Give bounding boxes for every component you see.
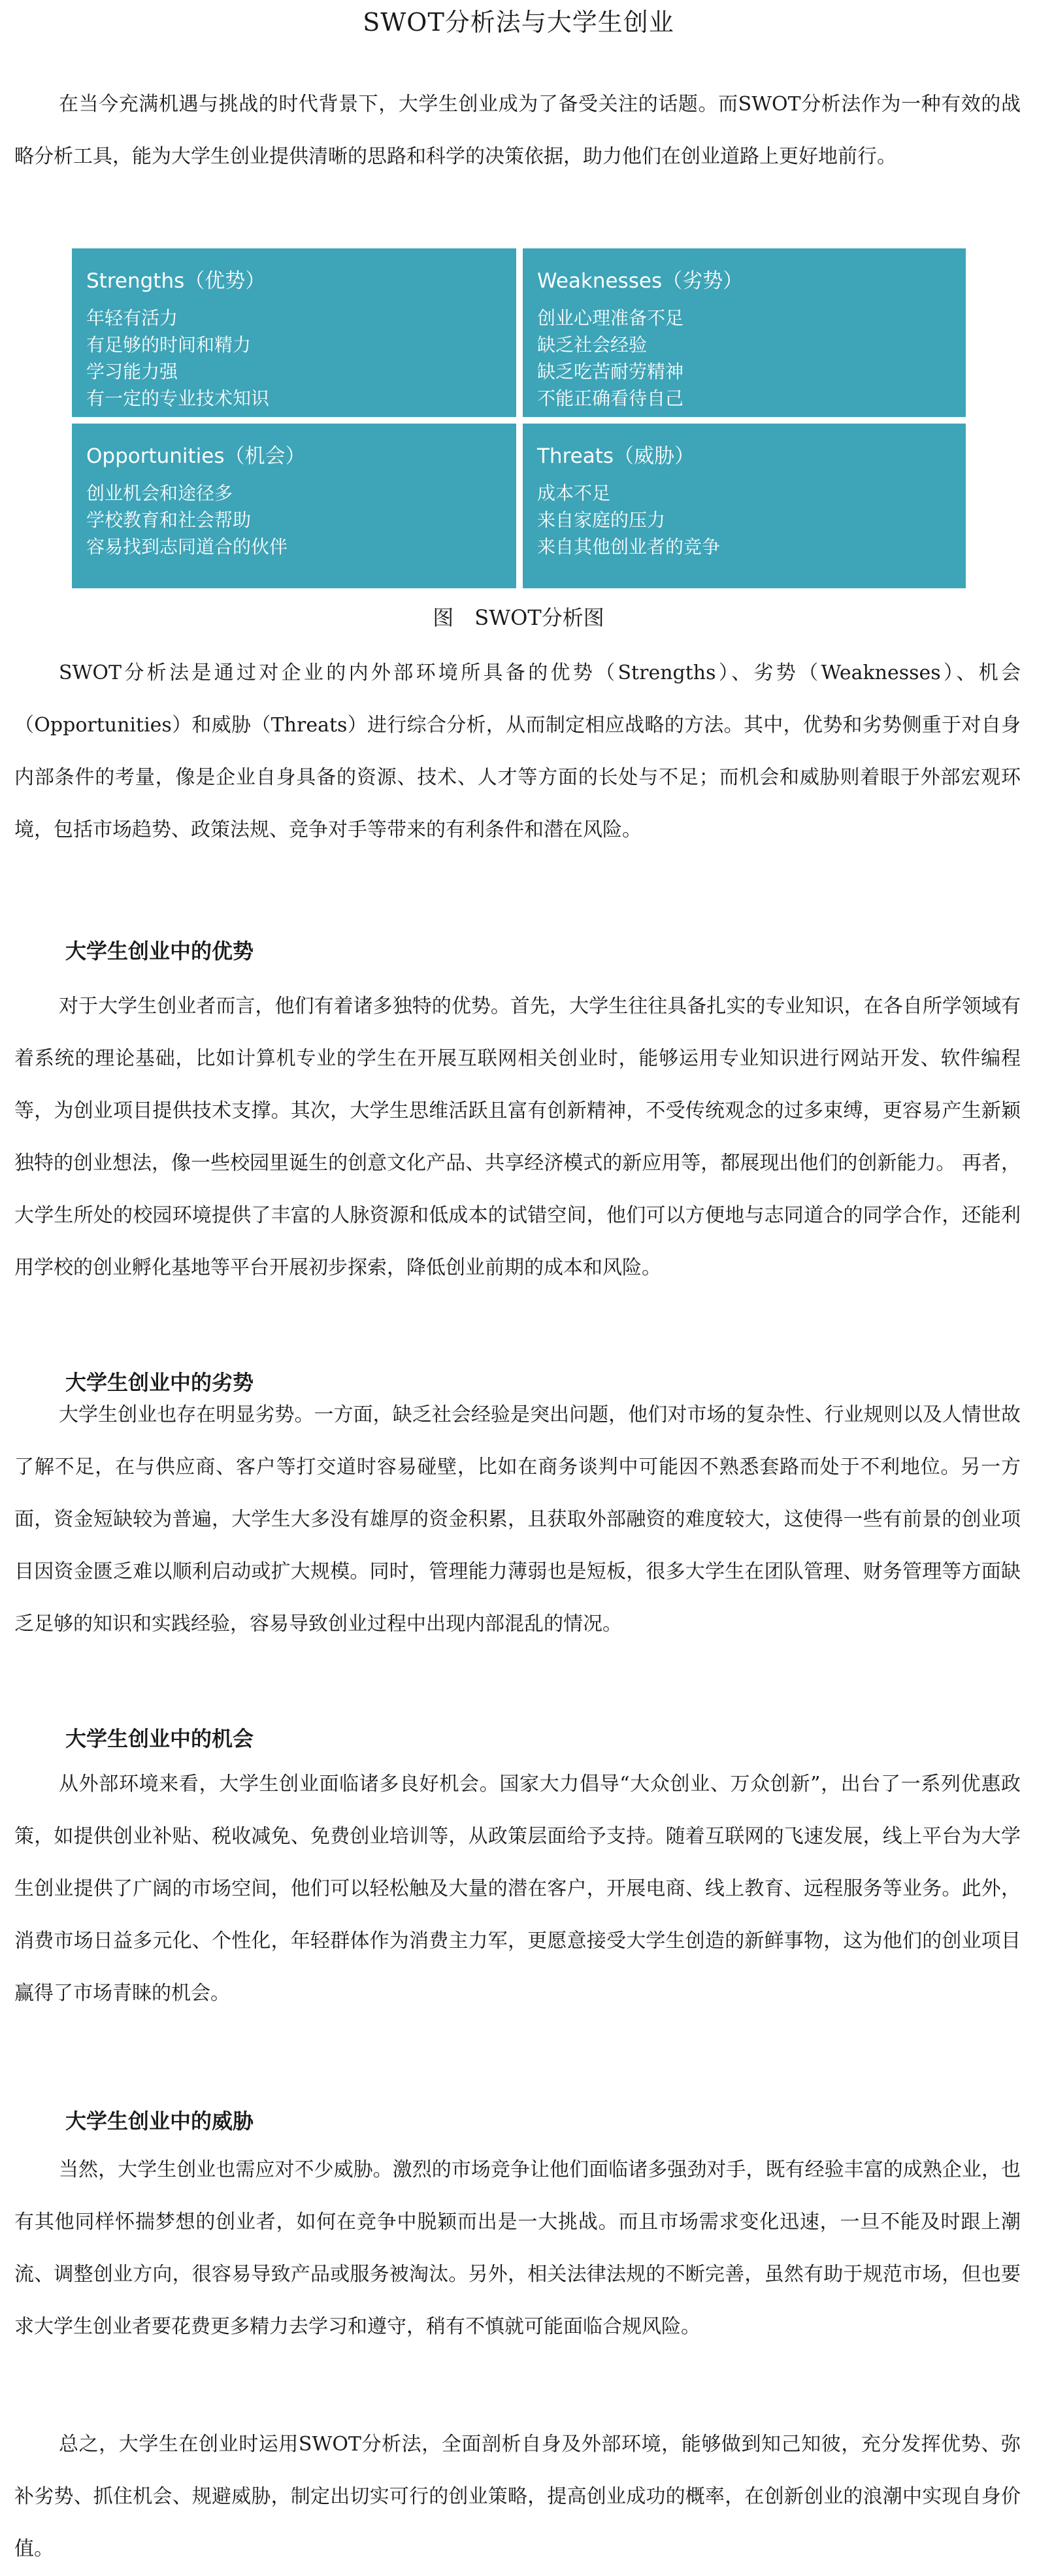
swot-diagram	[72, 248, 966, 588]
document-title: SWOT分析法与大学生创业	[363, 8, 674, 37]
section-body-strengths: 对于大学生创业者而言，他们有着诸多独特的优势。首先，大学生往往具备扎实的专业知识，在各自所学领域有着系统的理论基础，比如计算机专业的学生在开展互联网相关创业时，能够运用专业知识进行网站开发、软件编程等，为创业项目提供技术支撑。其次，大学生思维活跃且富有创新精神，不受传统观念的过多束缚，更容易产生新颖独特的创业想法，像一些校园里诞生的创意文化产品、共享经济模式的新应用等，都展现出他们的创新能力。 再者，大学生所处的校园环境提供了丰富的人脉资源和低成本的试错空间，他们可以方便地与志同道合的同学合作，还能利用学校的创业孵化基地等平台开展初步探索，降低创业前期的成本和风险。	[14, 995, 1021, 1279]
swot-weaknesses-title: Weaknesses（劣势）	[537, 269, 744, 293]
swot-threats-title: Threats（威胁）	[537, 444, 695, 468]
swot-item: 缺乏吃苦耐劳精神	[537, 361, 684, 382]
section-body-threats: 当然，大学生创业也需应对不少威胁。激烈的市场竞争让他们面临诸多强劲对手，既有经验丰富的成熟企业，也有其他同样怀揣梦想的创业者，如何在竞争中脱颖而出是一大挑战。而且市场需求变化迅速，一旦不能及时跟上潮流、调整创业方向，很容易导致产品或服务被淘汰。另外，相关法律法规的不断完善，虽然有助于规范市场，但也要求大学生创业者要花费更多精力去学习和遵守，稍有不慎就可能面临合规风险。	[14, 2158, 1021, 2338]
swot-item: 来自其他创业者的竞争	[537, 536, 721, 558]
intro-paragraph: 在当今充满机遇与挑战的时代背景下，大学生创业成为了备受关注的话题。而SWOT分析法作为一种有效的战略分析工具，能为大学生创业提供清晰的思路和科学的决策依据，助力他们在创业道路上更好地前行。	[14, 93, 1021, 168]
swot-strengths-box	[72, 248, 516, 417]
section-body-opportunities: 从外部环境来看，大学生创业面临诸多良好机会。国家大力倡导“大众创业、万众创新”，出台了一系列优惠政策，如提供创业补贴、税收减免、免费创业培训等，从政策层面给予支持。随着互联网的飞速发展，线上平台为大学生创业提供了广阔的市场空间，他们可以轻松触及大量的潜在客户，开展电商、线上教育、远程服务等业务。此外，消费市场日益多元化、个性化，年轻群体作为消费主力军，更愿意接受大学生创造的新鲜事物，这为他们的创业项目赢得了市场青睐的机会。	[14, 1773, 1021, 2005]
swot-item: 创业心理准备不足	[537, 307, 684, 329]
swot-item: 来自家庭的压力	[537, 509, 666, 531]
section-heading-weaknesses: 大学生创业中的劣势	[65, 1370, 254, 1395]
swot-threats-box	[523, 424, 966, 588]
swot-weaknesses-box	[523, 248, 966, 417]
swot-item: 有一定的专业技术知识	[86, 388, 270, 409]
section-heading-threats: 大学生创业中的威胁	[65, 2109, 254, 2133]
swot-strengths-title: Strengths（优势）	[86, 269, 266, 293]
swot-item: 学校教育和社会帮助	[86, 509, 252, 531]
swot-item: 不能正确看待自己	[537, 388, 684, 409]
swot-item: 有足够的时间和精力	[86, 334, 252, 356]
swot-item: 缺乏社会经验	[537, 334, 648, 356]
section-body-weaknesses: 大学生创业也存在明显劣势。一方面，缺乏社会经验是突出问题，他们对市场的复杂性、行业规则以及人情世故了解不足，在与供应商、客户等打交道时容易碰壁，比如在商务谈判中可能因不熟悉套路而处于不利地位。另一方面，资金短缺较为普遍，大学生大多没有雄厚的资金积累，且获取外部融资的难度较大，这使得一些有前景的创业项目因资金匮乏难以顺利启动或扩大规模。同时，管理能力薄弱也是短板，很多大学生在团队管理、财务管理等方面缺乏足够的知识和实践经验，容易导致创业过程中出现内部混乱的情况。	[14, 1403, 1021, 1635]
definition-paragraph: SWOT分析法是通过对企业的内外部环境所具备的优势（Strengths）、劣势（Weaknesses）、机会（Opportunities）和威胁（Threats）进行综合分析，从而制定相应战略的方法。其中，优势和劣势侧重于对自身内部条件的考量，像是企业自身具备的资源、技术、人才等方面的长处与不足；而机会和威胁则着眼于外部宏观环境，包括市场趋势、政策法规、竞争对手等带来的有利条件和潜在风险。	[14, 661, 1021, 841]
swot-item: 容易找到志同道合的伙伴	[86, 536, 288, 558]
conclusion-paragraph: 总之，大学生在创业时运用SWOT分析法，全面剖析自身及外部环境，能够做到知己知彼，充分发挥优势、弥补劣势、抓住机会、规避威胁，制定出切实可行的创业策略，提高创业成功的概率，在创新创业的浪潮中实现自身价值。	[14, 2433, 1021, 2560]
swot-item: 成本不足	[537, 482, 611, 504]
swot-item: 学习能力强	[86, 361, 178, 382]
section-heading-opportunities: 大学生创业中的机会	[65, 1726, 254, 1751]
swot-item: 创业机会和途径多	[86, 482, 233, 504]
swot-opportunities-title: Opportunities（机会）	[86, 444, 306, 468]
figure-caption: 图 SWOT分析图	[433, 605, 604, 630]
swot-item: 年轻有活力	[86, 307, 178, 329]
section-heading-strengths: 大学生创业中的优势	[65, 939, 254, 963]
swot-opportunities-box	[72, 424, 516, 588]
